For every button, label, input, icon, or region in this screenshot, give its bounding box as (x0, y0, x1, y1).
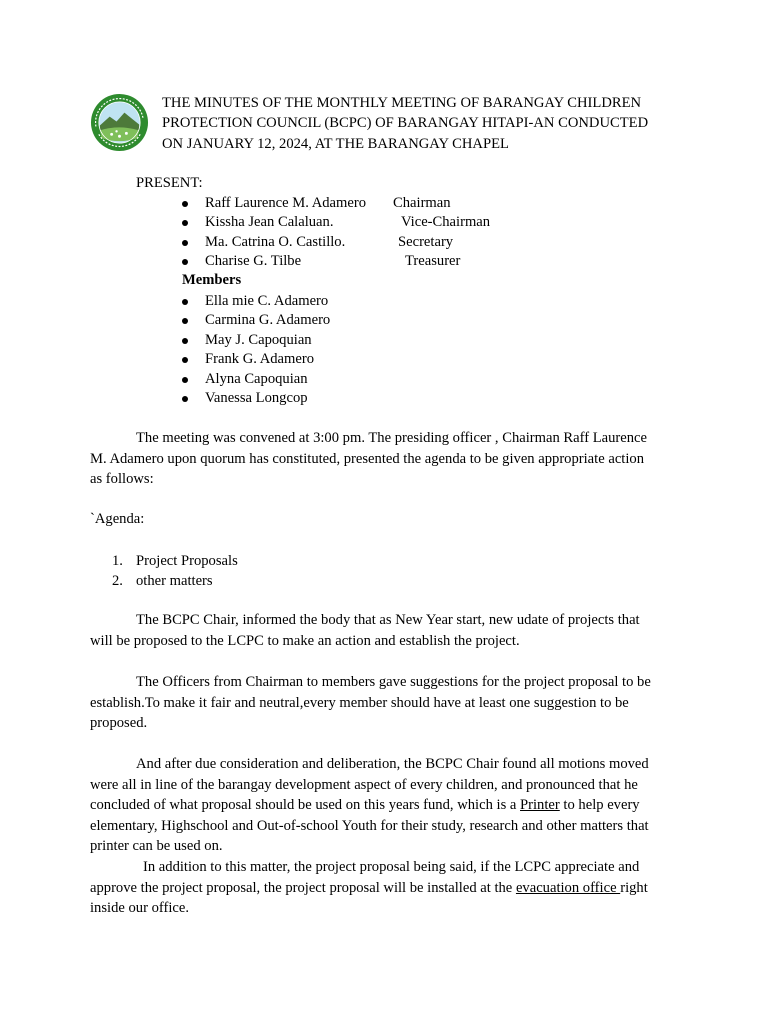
paragraph-line (90, 878, 680, 899)
agenda-item-number: 2. (112, 573, 123, 589)
officers-suggestions-paragraph (90, 672, 680, 734)
title-line-1: THE MINUTES OF THE MONTHLY MEETING OF BARANGAY CHILDREN (162, 95, 642, 111)
bcpc-chair-paragraph (90, 610, 680, 651)
bullet-icon (182, 299, 188, 305)
officer-name: Ma. Catrina O. Castillo. (205, 233, 346, 250)
officer-role: Chairman (393, 195, 451, 211)
seal-field (100, 127, 139, 141)
text-run: concluded of what proposal should be used on this years fund, which is a (90, 797, 521, 814)
printer-underlined-text: Printer (520, 797, 560, 814)
agenda-item-text: other matters (136, 573, 213, 589)
text-run: right (620, 879, 648, 896)
bullet-icon (182, 318, 188, 324)
bullet-icon (182, 259, 188, 265)
agenda-item (112, 551, 238, 571)
agenda-list (112, 551, 238, 591)
text-run: to help every (559, 797, 640, 814)
paragraph-line: M. Adamero upon quorum has constituted, presented the agenda to be given appropriate action (90, 450, 644, 467)
bullet-icon (182, 377, 188, 383)
officer-name: Charise G. Tilbe (205, 253, 302, 270)
paragraph-line: In addition to this matter, the project proposal being said, if the LCPC appreciate and (143, 858, 640, 875)
paragraph-line: establish.To make it fair and neutral,every member should have at least one suggestion to be (90, 694, 629, 711)
present-label: PRESENT: (136, 175, 203, 191)
bullet-icon (182, 396, 188, 402)
bullet-icon (182, 338, 188, 344)
officer-name: Raff Laurence M. Adamero (205, 195, 367, 211)
paragraph-line (90, 795, 680, 816)
paragraph-line: The meeting was convened at 3:00 pm. The presiding officer , Chairman Raff Laurence (136, 430, 648, 446)
bullet-icon (182, 357, 188, 363)
member-name: Ella mie C. Adamero (205, 293, 329, 309)
member-name: Frank G. Adamero (205, 351, 315, 368)
paragraph-line: were all in line of the barangay development aspect of every children, and pronounced that he (90, 776, 638, 793)
paragraph-line: inside our office. (90, 900, 190, 917)
paragraph-line: And after due consideration and deliberation, the BCPC Chair found all motions moved (136, 756, 649, 772)
bullet-icon (182, 220, 188, 226)
agenda-label: `Agenda: (90, 511, 145, 527)
deliberation-paragraph (90, 754, 680, 919)
members-label: Members (182, 272, 242, 288)
paragraph-line: elementary, Highschool and Out-of-school Youth for their study, research and other matters that (90, 817, 649, 834)
title-line-3: ON JANUARY 12, 2024, AT THE BARANGAY CHAPEL (162, 135, 509, 152)
officer-role: Vice-Chairman (401, 214, 491, 231)
paragraph-line: as follows: (90, 471, 154, 488)
paragraph-line: proposed. (90, 715, 148, 732)
document-title (162, 93, 682, 154)
bullet-icon (182, 240, 188, 246)
paragraph-line: The Officers from Chairman to members gave suggestions for the project proposal to be (136, 674, 651, 690)
meeting-convened-paragraph (90, 428, 680, 490)
agenda-item (112, 571, 238, 591)
paragraph-line: The BCPC Chair, informed the body that as New Year start, new udate of projects that (136, 612, 640, 628)
member-name: Vanessa Longcop (205, 389, 308, 406)
paragraph-line: will be proposed to the LCPC to make an action and establish the project. (90, 632, 520, 649)
agenda-item-text: Project Proposals (136, 553, 238, 569)
officer-role: Secretary (398, 233, 454, 250)
member-name: Alyna Capoquian (205, 370, 308, 387)
evacuation-office-underlined-text: evacuation office (515, 879, 621, 896)
officer-name: Kissha Jean Calaluan. (205, 214, 334, 231)
member-name: Carmina G. Adamero (205, 312, 331, 329)
agenda-item-number: 1. (112, 553, 123, 569)
barangay-official-seal (90, 93, 149, 152)
member-name: May J. Capoquian (205, 331, 312, 348)
paragraph-line: printer can be used on. (90, 838, 223, 855)
bullet-icon (182, 201, 188, 207)
title-line-2: PROTECTION COUNCIL (BCPC) OF BARANGAY HITAPI-AN CONDUCTED (162, 115, 649, 132)
officer-role: Treasurer (405, 253, 461, 270)
text-run: approve the project proposal, the project proposal will be installed at the (90, 879, 516, 896)
